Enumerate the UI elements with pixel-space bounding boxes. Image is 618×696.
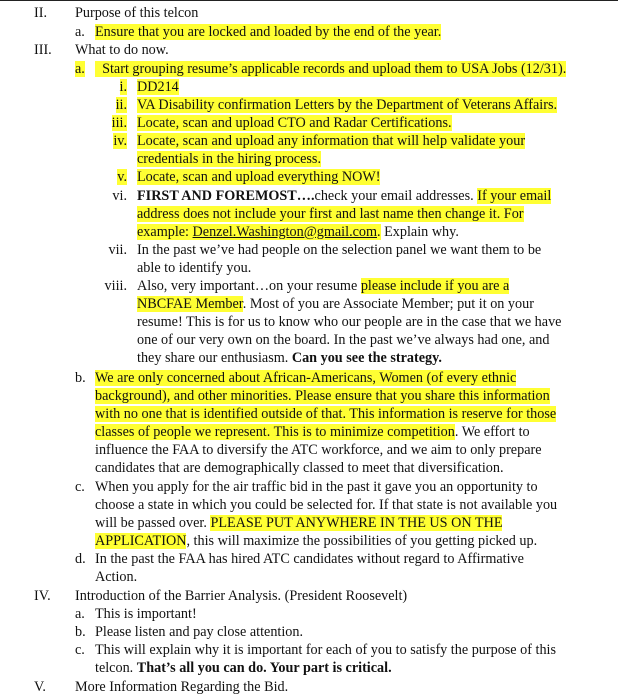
item-letter: c. — [75, 479, 85, 495]
list-item-continuation: example: Denzel.Washington@gmail.com. Explain why. — [137, 224, 459, 240]
item-text: This will explain why it is important for each of you to satisfy the purpose of this — [95, 642, 557, 658]
section-number: II. — [34, 5, 47, 21]
item-text-continuation: APPLICATION, this will maximize the possibilities of you getting picked up. — [95, 533, 538, 549]
item-text: Please listen and pay close attention. — [95, 624, 304, 640]
section-title: Introduction of the Barrier Analysis. (President Roosevelt) — [75, 588, 408, 604]
section-title: More Information Regarding the Bid. — [75, 679, 289, 695]
item-text: We are only concerned about African-Americans, Women (of every ethnic — [95, 370, 517, 386]
section-number: III. — [34, 42, 52, 58]
item-letter: a. — [75, 61, 85, 77]
list-item-continuation: able to identify you. — [137, 260, 252, 276]
list-item-continuation: credentials in the hiring process. — [137, 151, 321, 167]
item-text-continuation: influence the FAA to diversify the ATC workforce, and we aim to only prepare — [95, 442, 542, 458]
item-text-continuation: candidates that are demographically classed to meet that diversification. — [95, 460, 504, 476]
roman-number: v. — [117, 169, 127, 185]
section-number: V. — [34, 679, 46, 695]
roman-number: i. — [119, 79, 127, 95]
item-text-continuation: will be passed over. PLEASE PUT ANYWHERE IN THE US ON THE — [95, 515, 503, 531]
roman-number: iv. — [113, 133, 127, 149]
section-number: IV. — [34, 588, 51, 604]
roman-number: ii. — [115, 97, 127, 113]
section-title: What to do now. — [75, 42, 169, 58]
item-letter: a. — [75, 24, 85, 40]
item-text: This is important! — [95, 606, 197, 622]
item-text-continuation: choose a state in which you could be selected for. If that state is not available you — [95, 497, 558, 513]
item-text: In the past the FAA has hired ATC candidates without regard to Affirmative — [95, 551, 524, 567]
item-text: When you apply for the air traffic bid in the past it gave you an opportunity to — [95, 479, 538, 495]
list-item: DD214 — [137, 79, 179, 95]
item-text: Ensure that you are locked and loaded by the end of the year. — [95, 24, 442, 40]
list-item: FIRST AND FOREMOST….check your email addresses. If your email — [137, 188, 552, 204]
item-text-continuation: Action. — [95, 569, 138, 585]
page-top-rule — [0, 0, 618, 1]
list-item: Locate, scan and upload everything NOW! — [137, 169, 381, 185]
item-letter: a. — [75, 606, 85, 622]
list-item-continuation: NBCFAE Member. Most of you are Associate Member; put it on your — [137, 296, 534, 312]
item-letter: b. — [75, 370, 86, 386]
roman-number: viii. — [104, 278, 127, 294]
list-item: Also, very important…on your resume please include if you are a — [137, 278, 510, 294]
list-item-continuation: address does not include your first and last name then change it. For — [137, 206, 524, 222]
list-item: Locate, scan and upload CTO and Radar Certifications. — [137, 115, 452, 131]
list-item-continuation: resume! This is for us to know who our people are in the case that we have — [137, 314, 562, 330]
roman-number: vi. — [112, 188, 127, 204]
item-letter: c. — [75, 642, 85, 658]
item-letter: d. — [75, 551, 86, 567]
email-link[interactable]: Denzel.Washington@gmail.com — [192, 224, 378, 240]
section-title: Purpose of this telcon — [75, 5, 199, 21]
list-item: In the past we’ve had people on the selection panel we want them to be — [137, 242, 542, 258]
list-item-continuation: one of our very own on the board. In the past we’ve always had one, and — [137, 332, 550, 348]
item-text-continuation: with no one that is identified outside of that. This information is reserve for those — [95, 406, 557, 422]
item-text-continuation: classes of people we represent. This is to minimize competition. We effort to — [95, 424, 530, 440]
list-item-continuation: they share our enthusiasm. Can you see the strategy. — [137, 350, 442, 366]
item-letter: b. — [75, 624, 86, 640]
item-text-continuation: telcon. That’s all you can do. Your part is critical. — [95, 660, 392, 676]
item-text: Start grouping resume’s applicable records and upload them to USA Jobs (12/31). — [95, 60, 566, 78]
item-text-continuation: background), and other minorities. Please ensure that you share this information — [95, 388, 550, 404]
roman-number: vii. — [108, 242, 127, 258]
list-item: Locate, scan and upload any information that will help validate your — [137, 133, 526, 149]
roman-number: iii. — [111, 115, 127, 131]
list-item: VA Disability confirmation Letters by the Department of Veterans Affairs. — [137, 97, 558, 113]
